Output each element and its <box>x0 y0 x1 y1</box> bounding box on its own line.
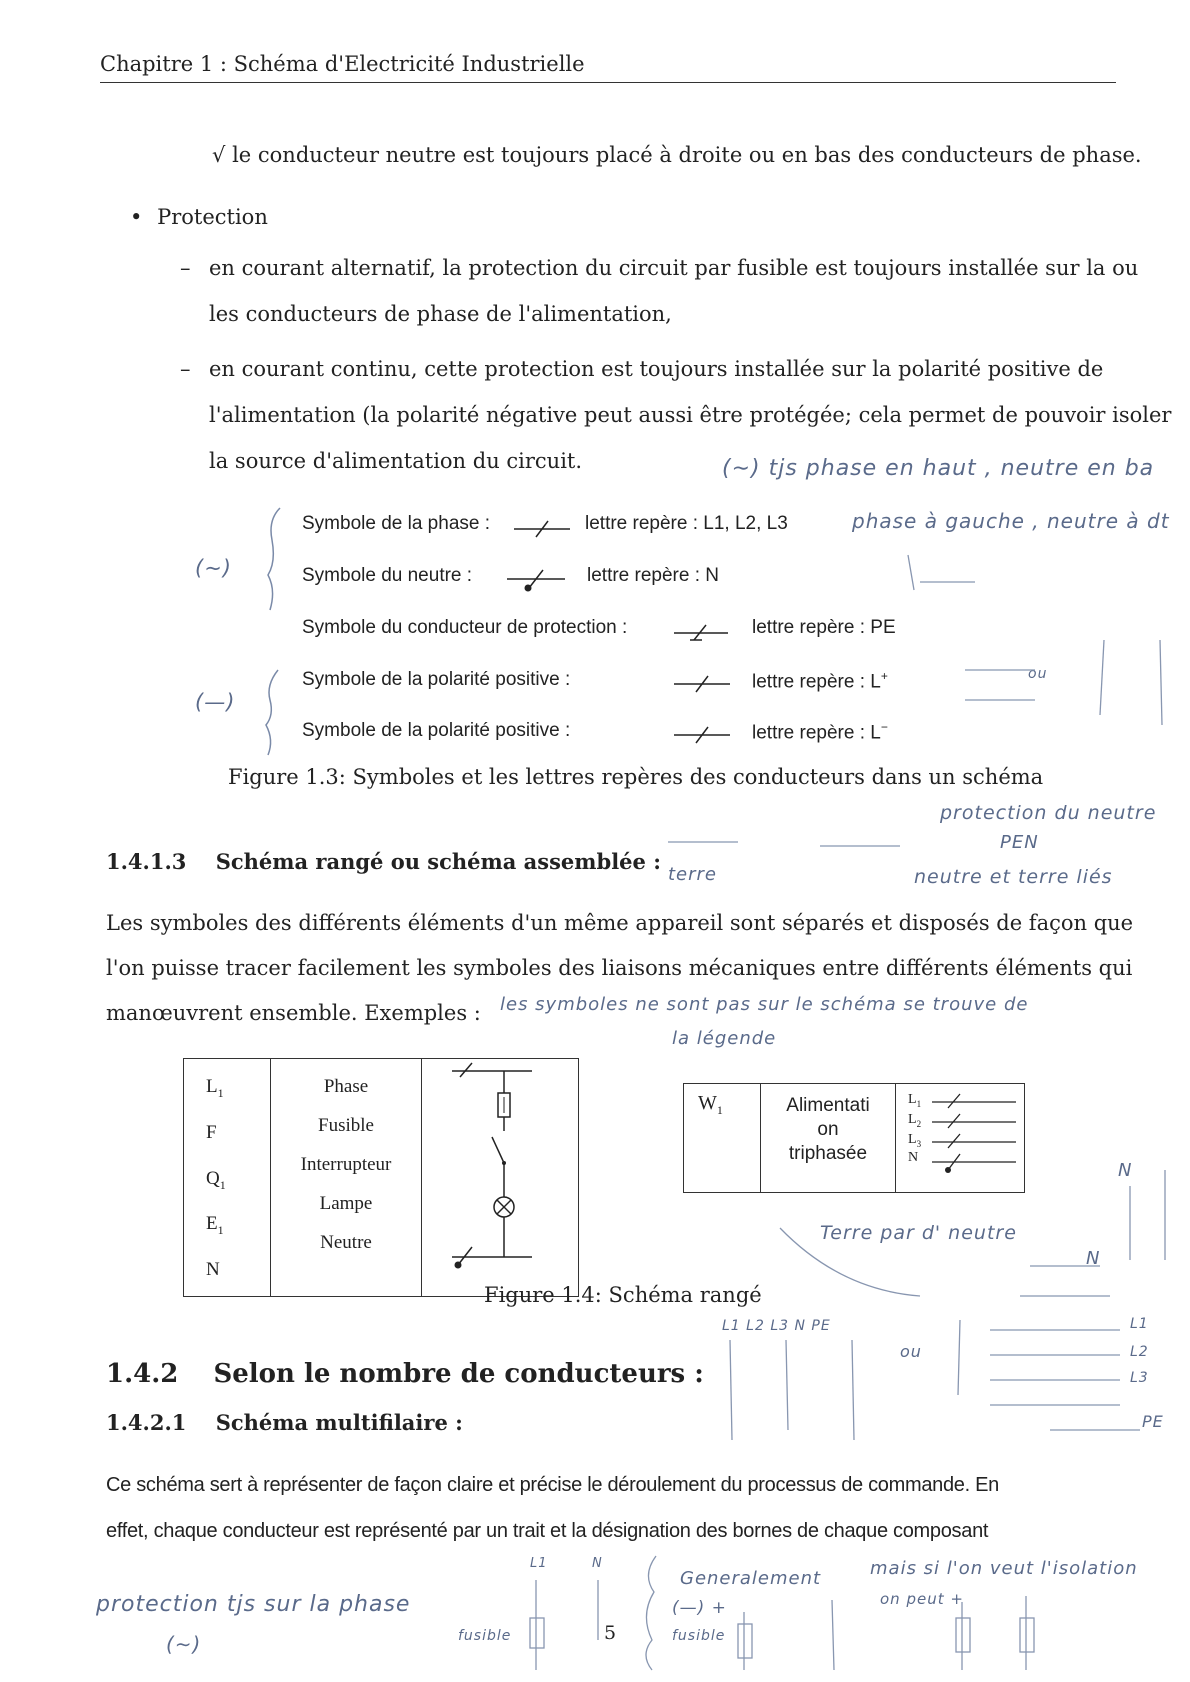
section-title: Schéma rangé ou schéma assemblée : <box>215 849 661 874</box>
handwritten-note: ou <box>1028 666 1048 682</box>
handwritten-note: les symboles ne sont pas sur le schéma se trouve de <box>500 994 1029 1015</box>
legend-name: Fusible <box>318 1115 374 1136</box>
handwritten-note: terre <box>668 864 718 885</box>
running-header: Chapitre 1 : Schéma d'Electricité Industrielle <box>100 52 585 76</box>
handwritten-note: protection du neutre <box>940 802 1157 824</box>
section-title: Selon le nombre de conducteurs : <box>213 1359 704 1389</box>
section-number: 1.4.2 <box>106 1359 179 1389</box>
supply-name-line: on <box>817 1119 839 1140</box>
handwritten-note: L1 <box>530 1556 548 1571</box>
protection-item-2: en courant continu, cette protection est toujours installée sur la polarité positive de <box>209 357 1104 381</box>
legend-code: F <box>206 1121 217 1143</box>
negative-sup: − <box>880 720 888 734</box>
supply-name-line: triphasée <box>788 1143 868 1164</box>
legend-name: Lampe <box>319 1193 373 1214</box>
figure-1-4-caption: Figure 1.4: Schéma rangé <box>484 1283 762 1307</box>
legend-name: Neutre <box>320 1232 372 1253</box>
symbol-label: Symbole de la phase : <box>302 513 491 534</box>
handwritten-note: PEN <box>1000 832 1039 853</box>
legend-name: Phase <box>323 1076 369 1097</box>
negative-letter-text: lettre repère : L <box>752 722 881 744</box>
supply-sub: 1 <box>716 1103 723 1117</box>
supply-code: W <box>698 1092 717 1114</box>
symbol-label: Symbole du neutre : <box>302 565 473 586</box>
dash-2: – <box>180 357 191 381</box>
section-number: 1.4.1.3 <box>106 849 187 874</box>
handwritten-note: mais si l'on veut l'isolation <box>870 1558 1138 1579</box>
handwritten-note: protection tjs sur la phase <box>96 1592 411 1617</box>
handwritten-note: (∼) <box>195 556 232 580</box>
protection-item-2b: l'alimentation (la polarité négative peut aussi être protégée; cela permet de pouvoir isoler <box>209 403 1172 427</box>
handwritten-note: PE <box>1142 1412 1164 1431</box>
symbol-label: Symbole de la polarité positive : <box>302 720 571 741</box>
handwritten-note: L1 <box>1130 1316 1149 1332</box>
handwritten-note: N <box>1086 1248 1101 1269</box>
supply-name-line: Alimentati <box>786 1095 870 1116</box>
handwritten-note: Generalement <box>680 1568 822 1589</box>
handwritten-note: (∼) <box>166 1632 202 1656</box>
handwritten-note: L2 <box>1130 1344 1149 1360</box>
section-1413-paragraph-2: l'on puisse tracer facilement les symboles des liaisons mécaniques entre différents éléments qui <box>106 956 1133 980</box>
section-1421-paragraph-2: effet, chaque conducteur est représenté par un trait et la désignation des bornes de chaque composant <box>106 1520 989 1542</box>
page-number: 5 <box>604 1622 617 1644</box>
legend-code: $Q_1$ <box>206 1167 226 1192</box>
section-number: 1.4.2.1 <box>106 1410 187 1435</box>
dash-1: – <box>180 256 191 280</box>
legend-code: $E_1$ <box>206 1213 224 1238</box>
section-1413-paragraph-3: manœuvrent ensemble. Exemples : <box>106 1001 481 1025</box>
section-1413-paragraph-1: Les symboles des différents éléments d'un même appareil sont séparés et disposés de façon que <box>106 911 1134 935</box>
handwritten-note: Terre par d' neutre <box>820 1222 1017 1244</box>
protection-item-2c: la source d'alimentation du circuit. <box>209 449 583 473</box>
handwritten-note: (—) <box>195 690 236 714</box>
symbol-label: Symbole du conducteur de protection : <box>302 617 628 638</box>
figure-1-3-caption: Figure 1.3: Symboles et les lettres repères des conducteurs dans un schéma <box>228 765 1044 789</box>
supply-line-label: $L_1$ <box>908 1092 922 1109</box>
handwritten-note: (∼) tjs phase en haut , neutre en ba <box>722 456 1155 481</box>
handwritten-note: (—) + <box>672 1598 727 1618</box>
supply-line-label: $L_3$ <box>908 1132 922 1149</box>
supply-line-label: N <box>908 1150 919 1165</box>
legend-code: N <box>206 1259 220 1281</box>
phase-letter: lettre repère : L1, L2, L3 <box>585 513 788 534</box>
section-title: Schéma multifilaire : <box>215 1410 463 1435</box>
handwritten-note: L3 <box>1130 1370 1149 1386</box>
neutral-letter: lettre repère : N <box>587 565 719 586</box>
section-1421-paragraph-1: Ce schéma sert à représenter de façon claire et précise le déroulement du processus de commande. En <box>106 1474 1000 1496</box>
handwritten-note: ou <box>900 1342 922 1361</box>
protection-item-1: en courant alternatif, la protection du circuit par fusible est toujours installée sur la ou <box>209 256 1139 280</box>
legend-name: Interrupteur <box>300 1154 392 1175</box>
legend-code: $L_1$ <box>206 1076 224 1100</box>
pe-letter: lettre repère : PE <box>752 617 896 638</box>
bullet: • <box>130 205 143 229</box>
protection-title: Protection <box>157 205 268 229</box>
handwritten-note: fusible <box>458 1628 512 1644</box>
supply-line-label: $L_2$ <box>908 1112 922 1129</box>
handwritten-note: la légende <box>672 1028 777 1049</box>
handwritten-note: N <box>592 1556 603 1571</box>
handwritten-note: fusible <box>672 1628 726 1644</box>
handwritten-note: phase à gauche , neutre à dt <box>852 509 1170 533</box>
handwritten-note: neutre et terre liés <box>914 866 1113 888</box>
check-mark: √ <box>212 143 226 167</box>
neutral-note: le conducteur neutre est toujours placé à droite ou en bas des conducteurs de phase. <box>232 143 1142 167</box>
positive-sup: + <box>880 669 888 683</box>
handwritten-note: L1 L2 L3 N PE <box>722 1318 831 1334</box>
positive-letter-text: lettre repère : L <box>752 671 881 693</box>
handwritten-note: on peut + <box>880 1590 964 1608</box>
protection-item-1b: les conducteurs de phase de l'alimentation, <box>209 302 672 326</box>
symbol-label: Symbole de la polarité positive : <box>302 669 571 690</box>
handwritten-note: N <box>1118 1160 1133 1181</box>
